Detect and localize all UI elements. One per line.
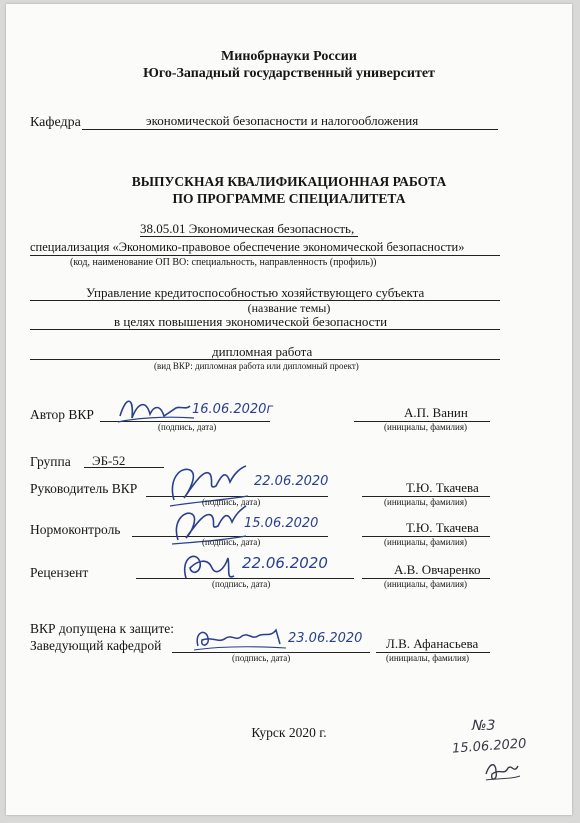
normcontrol-name-caption: (инициалы, фамилия) [384,537,467,547]
work-type-caption: (вид ВКР: дипломная работа или дипломный проект) [154,361,359,371]
topic-line2: в целях повышения экономической безопасности [114,314,388,329]
specialty-underline2 [30,255,500,256]
department-underline [82,129,498,130]
reviewer-name-caption: (инициалы, фамилия) [384,579,467,589]
head-sign-caption: (подпись, дата) [232,653,291,663]
topic-underline2 [30,329,500,330]
supervisor-name: Т.Ю. Ткачева [406,480,479,495]
specialty-line2: специализация «Экономико-правовое обеспечение экономической безопасности» [30,240,465,254]
specialty-underline1 [140,236,358,237]
head-of-department-label: Заведующий кафедрой [30,638,162,653]
work-title-line2: ПО ПРОГРАММЕ СПЕЦИАЛИТЕТА [172,191,406,206]
reviewer-sign-caption: (подпись, дата) [212,579,271,589]
group-value: ЭБ-52 [92,453,126,468]
author-sign-caption: (подпись, дата) [158,422,217,432]
note-number: №3 [472,718,496,734]
normcontrol-name: Т.Ю. Ткачева [406,520,479,535]
reviewer-name: А.В. Овчаренко [394,562,481,577]
document-page [6,4,572,815]
specialty-line1: 38.05.01 Экономическая безопасность, [140,221,355,236]
note-date: 15.06.2020 [451,736,527,757]
normcontrol-sign-date: 15.06.2020 [244,516,319,531]
work-type-value: дипломная работа [212,344,313,359]
group-underline [84,467,164,468]
work-type-underline [30,359,500,360]
note-signature-icon [482,758,522,786]
supervisor-sign-caption: (подпись, дата) [202,497,261,507]
department-value: экономической безопасности и налогообложения [146,113,419,128]
supervisor-label: Руководитель ВКР [30,481,138,496]
head-name-caption: (инициалы, фамилия) [386,653,469,663]
author-sign-date: 16.06.2020г [192,402,274,417]
author-name: А.П. Ванин [404,405,468,420]
author-name-caption: (инициалы, фамилия) [384,422,467,432]
author-label: Автор ВКР [30,407,94,422]
topic-caption: (название темы) [247,301,331,315]
university-heading: Юго-Западный государственный университет [143,66,435,81]
normcontrol-label: Нормоконтроль [30,522,121,537]
reviewer-label: Рецензент [30,565,89,580]
head-name: Л.В. Афанасьева [386,636,479,651]
ministry-heading: Минобрнауки России [221,49,357,64]
reviewer-sign-date: 22.06.2020 [242,554,328,572]
topic-line1: Управление кредитоспособностью хозяйствующего субъекта [86,285,425,300]
city-year: Курск 2020 г. [251,725,327,740]
work-title-line1: ВЫПУСКНАЯ КВАЛИФИКАЦИОННАЯ РАБОТА [131,174,447,189]
supervisor-name-caption: (инициалы, фамилия) [384,497,467,507]
department-label: Кафедра [30,115,81,130]
head-signature-icon [192,624,288,656]
admission-line1: ВКР допущена к защите: [30,621,174,636]
group-label: Группа [30,454,71,469]
head-sign-date: 23.06.2020 [288,631,363,646]
normcontrol-sign-caption: (подпись, дата) [202,537,261,547]
supervisor-sign-date: 22.06.2020 [254,474,329,489]
specialty-caption: (код, наименование ОП ВО: специальность, направленность (профиль)) [70,257,377,268]
